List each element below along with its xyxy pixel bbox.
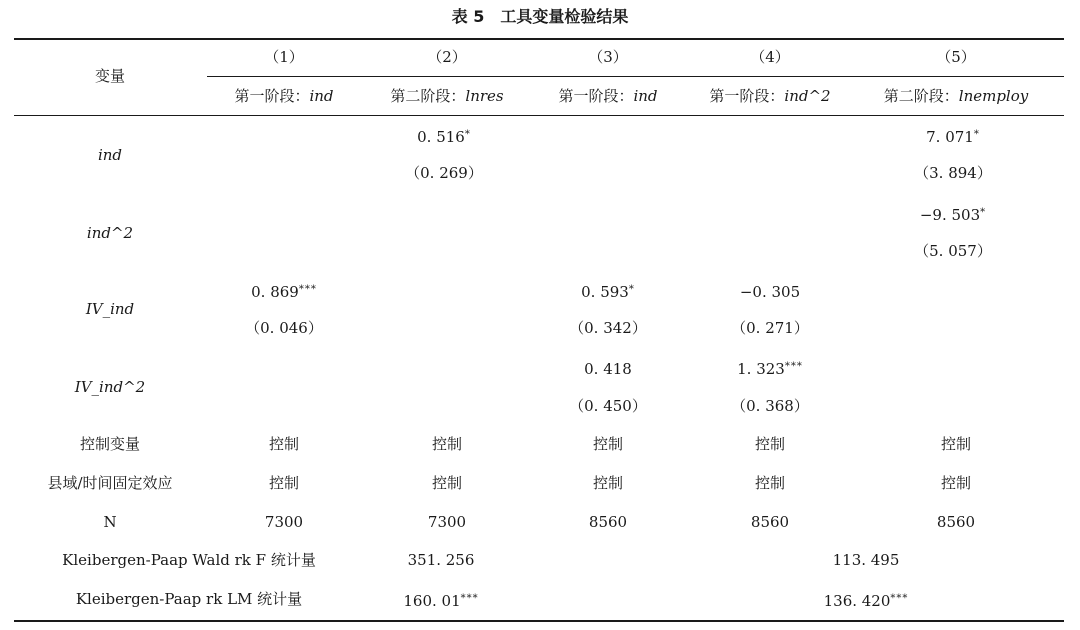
row-label-ind: ind bbox=[97, 146, 123, 164]
col-3-num: （3） bbox=[588, 48, 628, 66]
row-label-iv-ind: IV_ind bbox=[85, 300, 135, 318]
col-4-num: （4） bbox=[750, 48, 790, 66]
row-label-kp-f: Kleibergen-Paap Wald rk F 统计量 bbox=[62, 551, 316, 569]
kp-lm-value-2: 136. 420*** bbox=[823, 592, 909, 610]
n-c3: 8560 bbox=[588, 513, 628, 531]
ind-c5-coef: 7. 071* bbox=[926, 128, 980, 146]
row-label-iv-ind2: IV_ind^2 bbox=[74, 378, 146, 396]
n-c2: 7300 bbox=[427, 513, 467, 531]
ind-c2-se: （0. 269） bbox=[405, 164, 483, 182]
col-2-header: 第二阶段：lnres bbox=[390, 87, 504, 105]
col-2-num: （2） bbox=[427, 48, 467, 66]
fixed-c2: 控制 bbox=[431, 474, 463, 492]
col-1-num: （1） bbox=[264, 48, 304, 66]
controls-c4: 控制 bbox=[754, 435, 786, 453]
kp-f-value-1: 351. 256 bbox=[407, 551, 475, 569]
ind-c2-coef: 0. 516* bbox=[417, 128, 471, 146]
iv-c1-coef: 0. 869*** bbox=[251, 283, 317, 301]
col-5-header: 第二阶段：lnemploy bbox=[883, 87, 1029, 105]
col-4-header: 第一阶段：ind^2 bbox=[709, 87, 831, 105]
header-mid-rule bbox=[207, 76, 1064, 77]
table-title: 表 5 工具变量检验结果 bbox=[451, 7, 629, 26]
iv-c4-se: （0. 271） bbox=[731, 319, 809, 337]
iv2-c4-se: （0. 368） bbox=[731, 397, 809, 415]
fixed-c4: 控制 bbox=[754, 474, 786, 492]
iv2-c3-se: （0. 450） bbox=[569, 397, 647, 415]
row-label-ind2: ind^2 bbox=[86, 224, 134, 242]
fixed-c5: 控制 bbox=[940, 474, 972, 492]
header-bottom-rule bbox=[14, 115, 1064, 116]
iv-c4-coef: −0. 305 bbox=[739, 283, 801, 301]
ind-c5-se: （3. 894） bbox=[914, 164, 992, 182]
ind2-c5-se: （5. 057） bbox=[914, 242, 992, 260]
ind2-c5-coef: −9. 503* bbox=[919, 206, 987, 224]
row-label-n: N bbox=[103, 513, 117, 531]
kp-lm-value-1: 160. 01*** bbox=[403, 592, 479, 610]
col-1-header: 第一阶段：ind bbox=[234, 87, 334, 105]
n-c1: 7300 bbox=[264, 513, 304, 531]
col-5-num: （5） bbox=[936, 48, 976, 66]
iv-c1-se: （0. 046） bbox=[245, 319, 323, 337]
bottom-rule bbox=[14, 620, 1064, 622]
kp-f-value-2: 113. 495 bbox=[832, 551, 900, 569]
controls-c1: 控制 bbox=[268, 435, 300, 453]
iv-c3-se: （0. 342） bbox=[569, 319, 647, 337]
fixed-c3: 控制 bbox=[592, 474, 624, 492]
row-label-fixed-effects: 县域/时间固定效应 bbox=[47, 474, 173, 492]
n-c4: 8560 bbox=[750, 513, 790, 531]
row-label-kp-lm: Kleibergen-Paap rk LM 统计量 bbox=[75, 590, 303, 608]
controls-c3: 控制 bbox=[592, 435, 624, 453]
col-3-header: 第一阶段：ind bbox=[558, 87, 658, 105]
iv2-c4-coef: 1. 323*** bbox=[737, 360, 803, 378]
top-rule bbox=[14, 38, 1064, 40]
n-c5: 8560 bbox=[936, 513, 976, 531]
controls-c5: 控制 bbox=[940, 435, 972, 453]
iv-c3-coef: 0. 593* bbox=[581, 283, 635, 301]
row-label-controls: 控制变量 bbox=[79, 435, 141, 453]
fixed-c1: 控制 bbox=[268, 474, 300, 492]
controls-c2: 控制 bbox=[431, 435, 463, 453]
stub-header: 变量 bbox=[94, 67, 126, 85]
iv2-c3-coef: 0. 418 bbox=[584, 360, 632, 378]
